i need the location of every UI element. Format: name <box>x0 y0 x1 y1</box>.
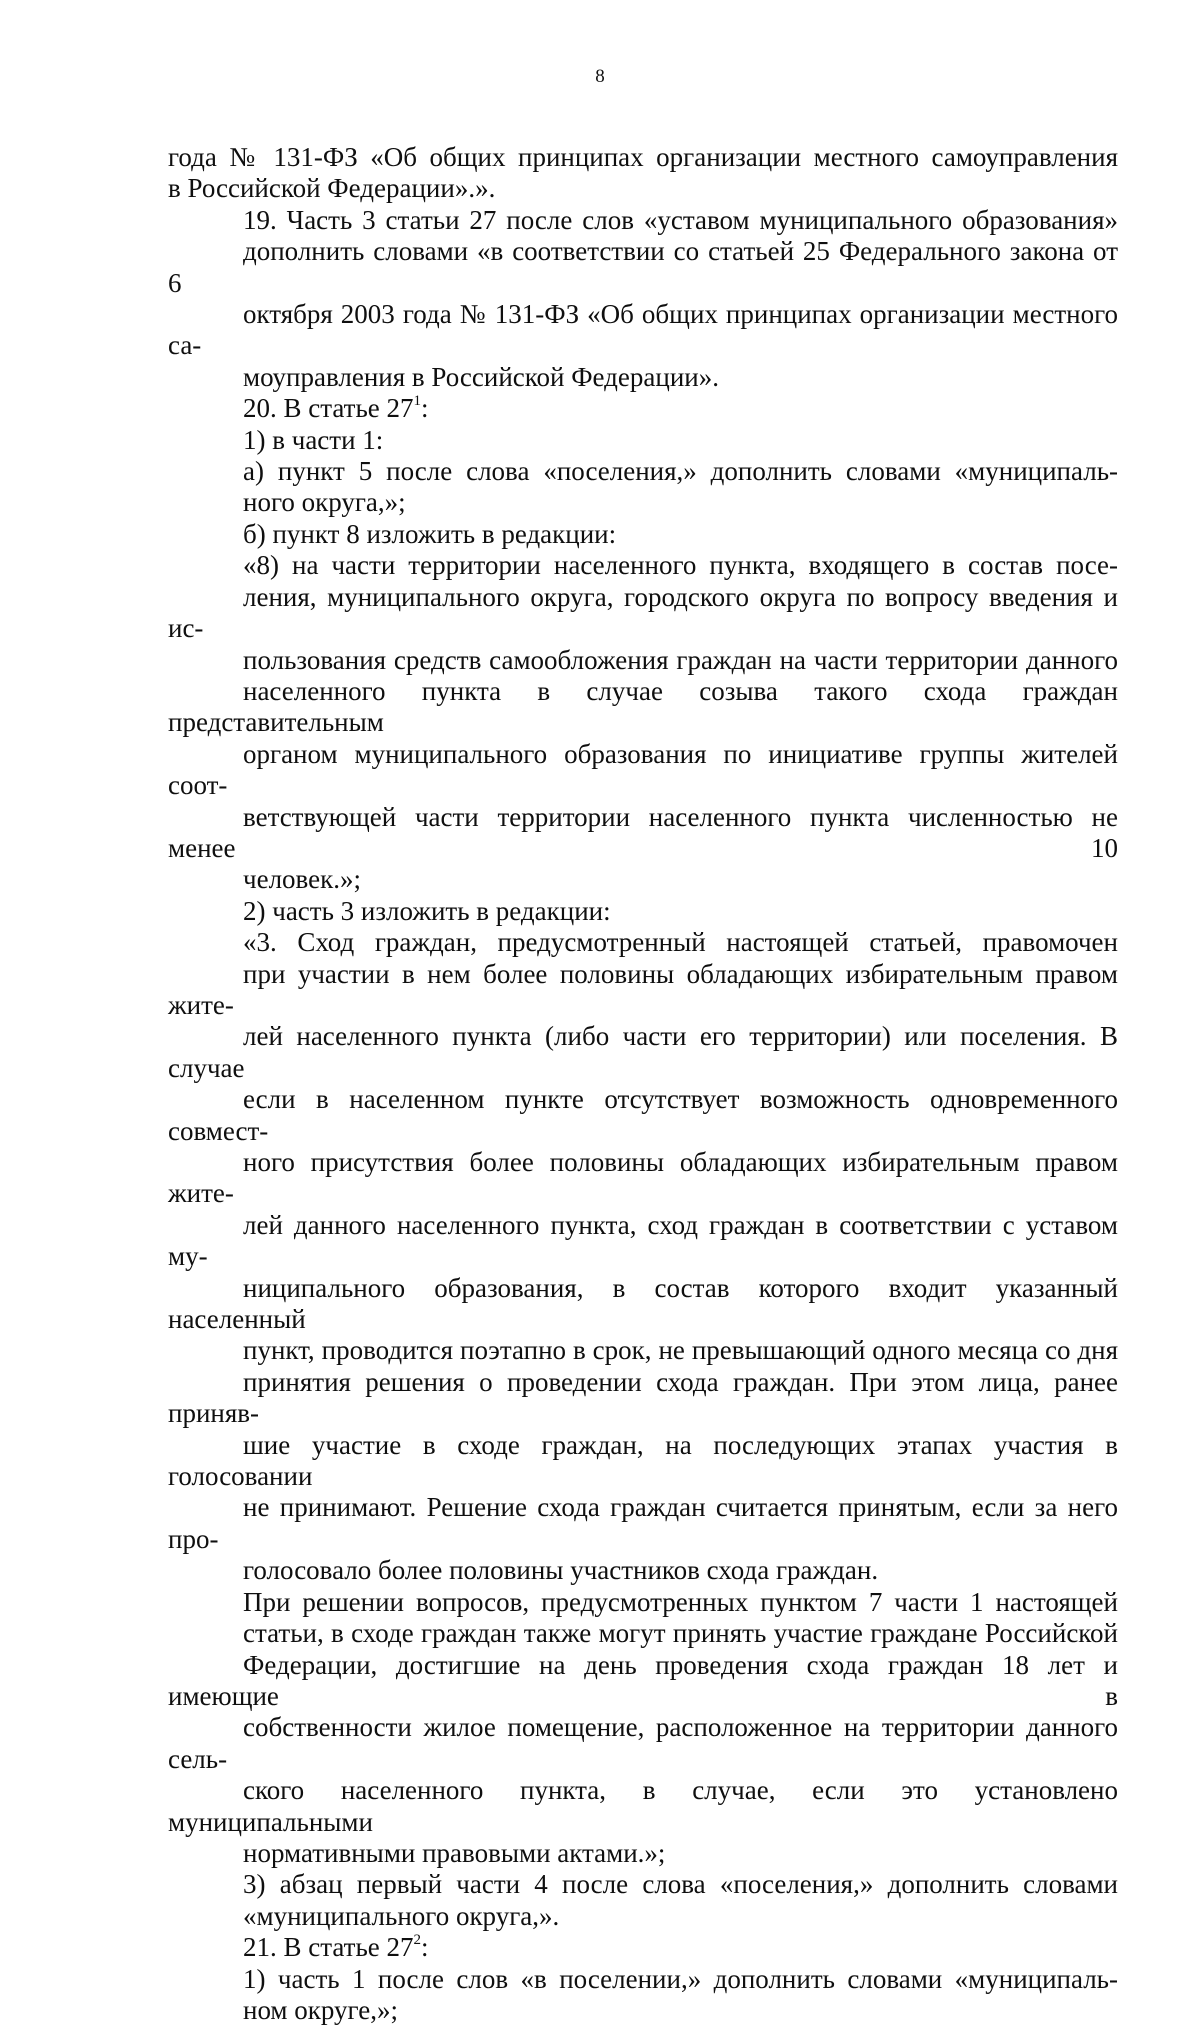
text-line: Федерации, достигшие на день проведения схода граждан 18 лет и имеющие в <box>168 1649 1118 1711</box>
text-line: в Российской Федерации».». <box>168 173 496 204</box>
superscript: 2 <box>413 1932 422 1949</box>
paragraph <box>168 393 1118 424</box>
paragraph <box>168 519 1118 550</box>
text-tail: : <box>421 1932 429 1963</box>
text-line: нормативными правовыми актами.»; <box>243 1837 666 1868</box>
text-line: голосовало более половины участников схода граждан. <box>243 1555 879 1586</box>
document-body <box>168 142 1118 2026</box>
paragraph <box>168 1587 1118 1870</box>
text-line: ном округе,»; <box>243 1994 398 2025</box>
text-line: не принимают. Решение схода граждан считается принятым, если за него про- <box>168 1492 1118 1554</box>
text-line: органом муниципального образования по инициативе группы жителей соот- <box>168 738 1118 801</box>
paragraph <box>168 1964 1118 2026</box>
text-line: 3) абзац первый части 4 после слова «поселения,» дополнить словами <box>243 1869 1118 1900</box>
text-line: б) пункт 8 изложить в редакции: <box>243 518 617 549</box>
text-line: шие участие в сходе граждан, на последующих этапах участия в голосовании <box>168 1429 1118 1492</box>
text-line: ветствующей части территории населенного пункта численностью не менее 10 <box>168 801 1118 863</box>
text-line: населенного пункта в случае созыва такого схода граждан представительным <box>168 675 1118 738</box>
paragraph <box>168 142 1118 205</box>
paragraph <box>168 456 1118 519</box>
text-line: ского населенного пункта, в случае, если это установлено муниципальными <box>168 1775 1118 1837</box>
paragraph <box>168 550 1118 895</box>
text-tail: : <box>421 393 429 424</box>
text-line: «3. Сход граждан, предусмотренный настоящей статьей, правомочен <box>243 927 1118 958</box>
text-line: дополнить словами «в соответствии со статьей 25 Федерального закона от 6 <box>168 236 1118 298</box>
text-line: лей населенного пункта (либо части его территории) или поселения. В случае <box>168 1021 1118 1083</box>
text-line: «8) на части территории населенного пункта, входящего в состав посе- <box>243 550 1118 581</box>
paragraph <box>168 425 1118 456</box>
text-line: человек.»; <box>243 864 361 895</box>
text-line: если в населенном пункте отсутствует возможность одновременного совмест- <box>168 1084 1118 1146</box>
text-line: октября 2003 года № 131-ФЗ «Об общих принципах организации местного са- <box>168 299 1118 361</box>
page-number: 8 <box>595 66 605 87</box>
text-line: года № 131-ФЗ «Об общих принципах организации местного самоуправления <box>168 142 1118 172</box>
text-line: ниципального образования, в состав которого входит указанный населенный <box>168 1272 1118 1335</box>
text-line: а) пункт 5 после слова «поселения,» дополнить словами «муниципаль- <box>243 456 1118 487</box>
text-line: При решении вопросов, предусмотренных пунктом 7 части 1 настоящей <box>243 1586 1118 1617</box>
paragraph <box>168 1869 1118 1932</box>
text-line: при участии в нем более половины обладающих избирательным правом жите- <box>168 958 1118 1020</box>
text-line: собственности жилое помещение, расположенное на территории данного сель- <box>168 1712 1118 1774</box>
text-line: пользования средств самообложения граждан на части территории данного <box>243 644 1118 675</box>
text-line: 2) часть 3 изложить в редакции: <box>243 895 611 926</box>
text-line: ного округа,»; <box>243 487 406 518</box>
paragraph <box>168 205 1118 393</box>
text-line: 1) в части 1: <box>243 424 384 455</box>
text-line: лей данного населенного пункта, сход граждан в соответствии с уставом му- <box>168 1209 1118 1272</box>
text-line: 1) часть 1 после слов «в поселении,» дополнить словами «муниципаль- <box>243 1963 1118 1994</box>
text-line: ного присутствия более половины обладающих избирательным правом жите- <box>168 1147 1118 1209</box>
text-line: пункт, проводится поэтапно в срок, не превышающий одного месяца со дня <box>243 1335 1118 1366</box>
paragraph <box>168 1932 1118 1963</box>
paragraph <box>168 896 1118 927</box>
text-line: принятия решения о проведении схода граждан. При этом лица, ранее приняв- <box>168 1366 1118 1429</box>
text-line: 21. В статье $27^2$: <box>243 1932 429 1963</box>
text-line: 20. В статье $27^1$: <box>243 393 429 424</box>
text-line: 19. Часть 3 статьи 27 после слов «уставом муниципального образования» <box>243 204 1118 235</box>
text-line: моуправления в Российской Федерации». <box>243 361 719 392</box>
text-line: статьи, в сходе граждан также могут принять участие граждане Российской <box>243 1618 1118 1649</box>
text-line: ления, муниципального округа, городского округа по вопросу введения и ис- <box>168 581 1118 644</box>
superscript: 1 <box>413 393 422 410</box>
text-line: «муниципального округа,». <box>243 1900 560 1931</box>
paragraph <box>168 927 1118 1587</box>
